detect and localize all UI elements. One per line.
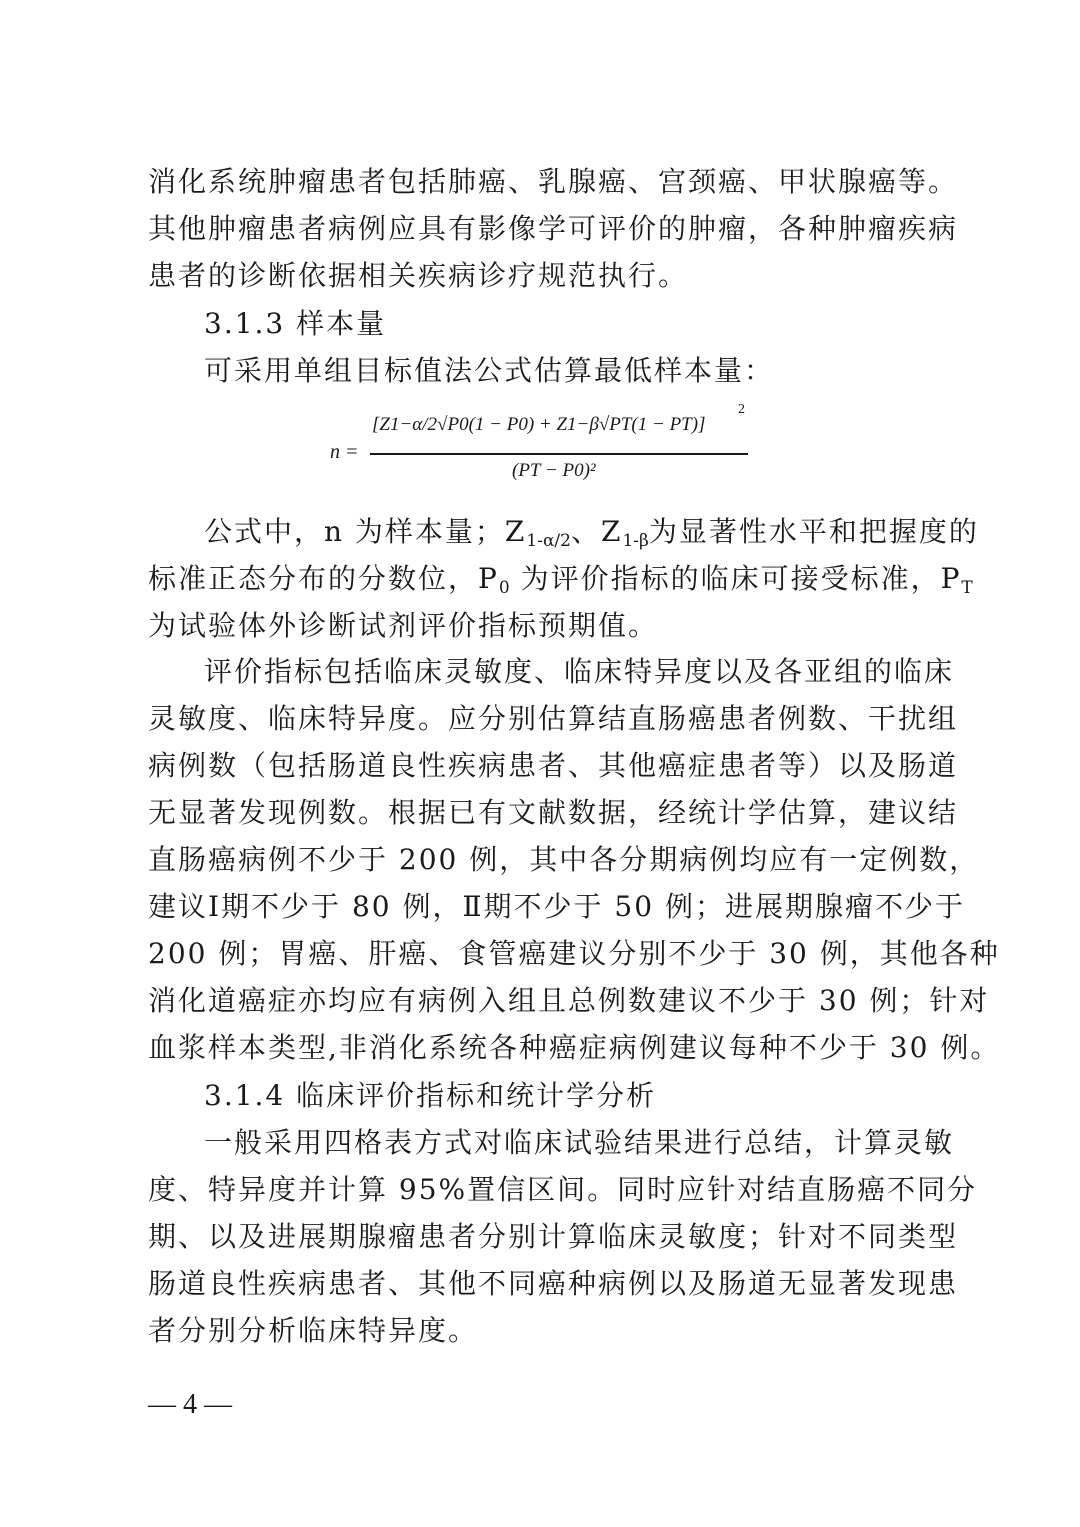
formula-numerator: [Z1−α/2√P0(1 − P0) + Z1−β√PT(1 − PT)] [372, 414, 706, 435]
text-run: 为评价指标的临床可接受标准，P [509, 562, 962, 595]
text-run: 为显著性水平和把握度的 [648, 515, 979, 548]
subscript: 1-β [622, 531, 649, 551]
subscript: T [961, 578, 973, 598]
paragraph-line: 消化系统肿瘤患者包括肺癌、乳腺癌、宫颈癌、甲状腺癌等。 [148, 165, 959, 198]
subscript: 1-α/2 [526, 531, 571, 551]
paragraph-line: 灵敏度、临床特异度。应分别估算结直肠癌患者例数、干扰组 [148, 702, 959, 735]
paragraph-line: 一般采用四格表方式对临床试验结果进行总结，计算灵敏 [204, 1126, 955, 1159]
paragraph-line: 可采用单组目标值法公式估算最低样本量： [204, 354, 775, 387]
paragraph-line: 病例数（包括肠道良性疾病患者、其他癌症患者等）以及肠道 [148, 749, 959, 782]
paragraph-line: 直肠癌病例不少于 200 例，其中各分期病例均应有一定例数， [148, 843, 980, 876]
section-heading-3-1-4: 3.1.4 临床评价指标和统计学分析 [204, 1079, 657, 1112]
fraction-bar [370, 453, 748, 455]
paragraph-line: 度、特异度并计算 95%置信区间。同时应针对结直肠癌不同分 [148, 1173, 978, 1206]
text-run: 标准正态分布的分数位，P [148, 562, 499, 595]
paragraph-line: 者分别分析临床特异度。 [148, 1314, 479, 1347]
section-heading-3-1-3: 3.1.3 样本量 [204, 307, 387, 340]
paragraph-line: 消化道癌症亦均应有病例入组且总例数建议不少于 30 例；针对 [148, 984, 990, 1017]
paragraph-line: 患者的诊断依据相关疾病诊疗规范执行。 [148, 259, 689, 292]
text-run: 、Z [570, 515, 623, 548]
formula-lhs: n = [330, 441, 359, 463]
paragraph-line: 期、以及进展期腺瘤患者分别计算临床灵敏度；针对不同类型 [148, 1220, 959, 1253]
text-run: 公式中，n 为样本量；Z [204, 515, 527, 548]
formula-denominator: (PT − P0)² [512, 460, 596, 481]
formula-exponent: 2 [738, 402, 745, 417]
paragraph-line: 建议Ⅰ期不少于 80 例，Ⅱ期不少于 50 例；进展期腺瘤不少于 [148, 890, 965, 923]
paragraph-line: 肠道良性疾病患者、其他不同癌种病例以及肠道无显著发现患 [148, 1267, 959, 1300]
paragraph-line: 200 例；胃癌、肝癌、食管癌建议分别不少于 30 例，其他各种 [148, 937, 1000, 970]
paragraph-line: 血浆样本类型,非消化系统各种癌症病例建议每种不少于 30 例。 [148, 1031, 1001, 1064]
sample-size-formula [330, 402, 760, 490]
subscript: 0 [498, 578, 510, 598]
paragraph-line: 无显著发现例数。根据已有文献数据，经统计学估算，建议结 [148, 796, 959, 829]
paragraph-line: 为试验体外诊断试剂评价指标预期值。 [148, 609, 659, 642]
paragraph-line [148, 557, 973, 601]
paragraph-line [204, 510, 979, 554]
paragraph-line: 其他肿瘤患者病例应具有影像学可评价的肿瘤，各种肿瘤疾病 [148, 212, 959, 245]
page-number: — 4 — [148, 1389, 232, 1420]
paragraph-line: 评价指标包括临床灵敏度、临床特异度以及各亚组的临床 [204, 655, 955, 688]
